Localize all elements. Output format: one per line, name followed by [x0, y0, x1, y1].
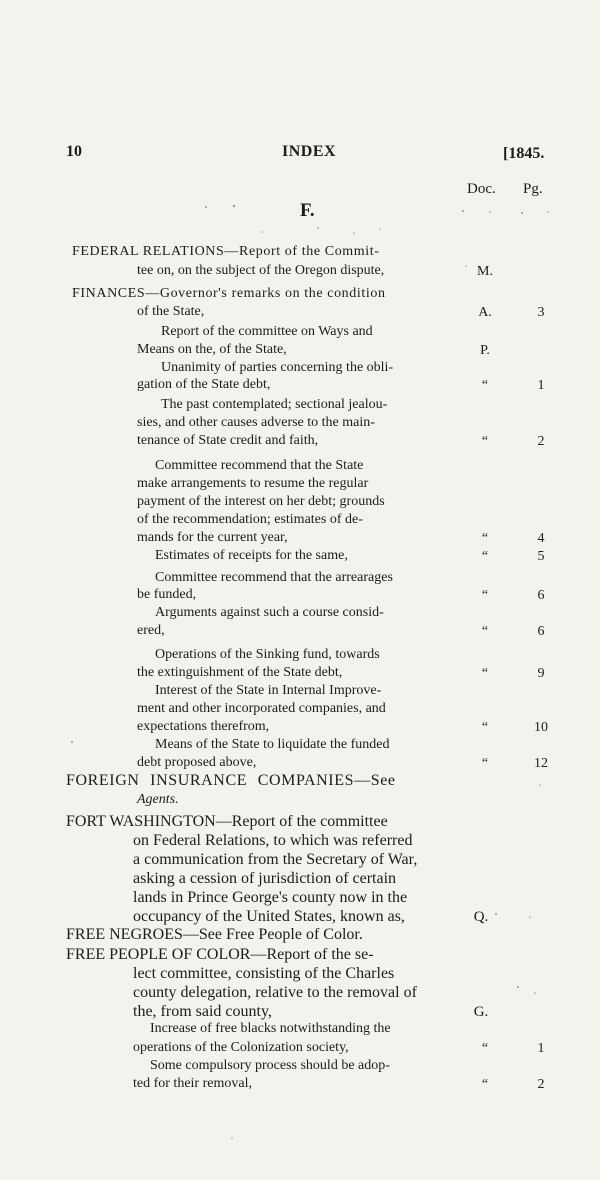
- entry-line: gation of the State debt,: [137, 377, 271, 392]
- entry-line: Report of the committee on Ways and: [161, 324, 373, 339]
- entry-line: asking a cession of jurisdiction of certain: [133, 870, 397, 887]
- entry-line: tee on, on the subject of the Oregon dispute,: [137, 263, 385, 278]
- ditto-mark: “: [481, 434, 489, 449]
- entry-line: the extinguishment of the State debt,: [137, 665, 343, 680]
- entry-line: Increase of free blacks notwithstanding the: [150, 1021, 391, 1036]
- page-ref: 5: [537, 549, 545, 564]
- entry-line: sies, and other causes adverse to the main-: [137, 415, 375, 430]
- entry-line: a communication from the Secretary of War,: [133, 851, 418, 868]
- entry-line: expectations therefrom,: [137, 719, 270, 734]
- entry-line: be funded,: [137, 587, 197, 602]
- doc-ref: P.: [480, 343, 490, 358]
- entry-line: of the State,: [137, 304, 205, 319]
- page-ref: 9: [537, 666, 545, 681]
- page-ref: 2: [537, 1077, 545, 1092]
- entry-line: Unanimity of parties concerning the obli-: [161, 360, 394, 375]
- entry-line: tenance of State credit and faith,: [137, 433, 319, 448]
- entry-line: The past contemplated; sectional jealou-: [161, 397, 388, 412]
- ditto-mark: “: [481, 531, 489, 546]
- section-letter: F.: [300, 200, 315, 221]
- doc-ref: M.: [477, 264, 493, 279]
- page-ref: 4: [537, 531, 545, 546]
- entry-line: Some compulsory process should be adop-: [150, 1058, 390, 1073]
- page-ref: 1: [537, 1041, 545, 1056]
- entry-line: mands for the current year,: [137, 530, 288, 545]
- page-column-heading: Pg.: [523, 181, 543, 197]
- entry-line: FEDERAL RELATIONS—Report of the Commit-: [72, 244, 380, 259]
- page-ref: 3: [537, 305, 545, 320]
- entry-line: ment and other incorporated companies, and: [137, 701, 386, 716]
- doc-ref: Q.: [473, 909, 489, 925]
- doc-ref: A.: [478, 305, 492, 320]
- entry-line: make arrangements to resume the regular: [137, 476, 369, 491]
- entry-line: on Federal Relations, to which was referred: [133, 832, 413, 849]
- entry-line: Committee recommend that the arrearages: [155, 570, 393, 585]
- entry-line: FORT WASHINGTON—Report of the committee: [66, 813, 388, 830]
- entry-line: lect committee, consisting of the Charles: [133, 965, 395, 982]
- ditto-mark: “: [481, 549, 489, 564]
- entry-line: lands in Prince George's county now in the: [133, 889, 408, 906]
- page-ref: 1: [537, 378, 545, 393]
- entry-line: Means on the, of the State,: [137, 342, 287, 357]
- ditto-mark: “: [481, 624, 489, 639]
- entry-line: county delegation, relative to the removal of: [133, 984, 417, 1001]
- entry-line: FOREIGN INSURANCE COMPANIES—See: [66, 772, 396, 789]
- doc-ref: G.: [473, 1004, 489, 1020]
- entry-line: payment of the interest on her debt; grounds: [137, 494, 385, 509]
- entry-line: Estimates of receipts for the same,: [155, 548, 348, 563]
- entry-line: Arguments against such a course consid-: [155, 605, 384, 620]
- ditto-mark: “: [481, 666, 489, 681]
- entry-line: of the recommendation; estimates of de-: [137, 512, 363, 527]
- entry-line: Interest of the State in Internal Improve-: [155, 683, 382, 698]
- page-ref: 10: [534, 720, 548, 735]
- page-ref: 2: [537, 434, 545, 449]
- cross-reference: Agents.: [137, 792, 179, 807]
- entry-line: the, from said county,: [133, 1003, 272, 1020]
- ditto-mark: “: [481, 378, 489, 393]
- entry-line: occupancy of the United States, known as,: [133, 908, 405, 925]
- entry-line: ered,: [137, 623, 165, 638]
- doc-column-heading: Doc.: [467, 181, 496, 197]
- entry-line: FINANCES—Governor's remarks on the condition: [72, 286, 386, 301]
- ditto-mark: “: [481, 588, 489, 603]
- entry-line: debt proposed above,: [137, 755, 257, 770]
- page-ref: 6: [537, 624, 545, 639]
- entry-line: operations of the Colonization society,: [133, 1040, 349, 1055]
- ditto-mark: “: [481, 1041, 489, 1056]
- entry-line: FREE PEOPLE OF COLOR—Report of the se-: [66, 946, 374, 963]
- entry-line: Operations of the Sinking fund, towards: [155, 647, 380, 662]
- ditto-mark: “: [481, 1077, 489, 1092]
- cross-reference: FREE NEGROES—See Free People of Color.: [66, 926, 363, 943]
- entry-line: Means of the State to liquidate the funded: [155, 737, 390, 752]
- entry-line: Committee recommend that the State: [155, 458, 364, 473]
- ditto-mark: “: [481, 756, 489, 771]
- entry-line: ted for their removal,: [133, 1076, 252, 1091]
- page-ref: 6: [537, 588, 545, 603]
- page-ref: 12: [534, 756, 548, 771]
- page-title: INDEX: [282, 143, 337, 160]
- ditto-mark: “: [481, 720, 489, 735]
- header-year: [1845.: [503, 145, 545, 162]
- page-number: 10: [66, 143, 82, 160]
